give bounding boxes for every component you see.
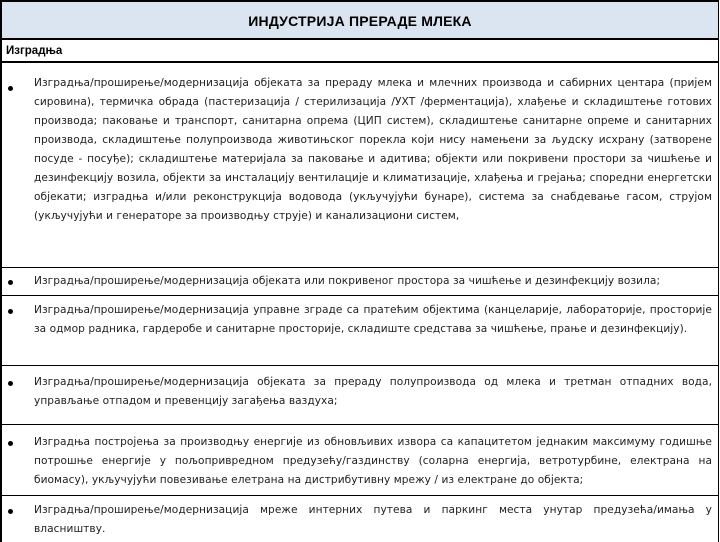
list-item-text: Изградња/проширење/модернизација објеката за прераду млека и млечних производа и сабирних центара (пријем сировина), термичка обрада (пастеризација / стерилизација /УХТ /ферментација), хлађење и складиштење готових производа; паковање и транспорт, санитарна опрема (ЦИП систем), складиштење санитарне опреме и санитарних производа, складиштење полупроизвода животињског порекла који нису намењени за људску исхрану (затворене посуде - посуђе); складиштење материјала за паковање и адитива; објекти или покривени простори за чишћење и дезинфекцију возила, објекти за инсталацију вентилације и климатизације, хлађења и грејања; споредни енергетски објекати; изградња и/или реконструкција водовода (укључујући бунаре), система за снабдевање гасом, струјом (укључујући и генераторе за производњу струје) и канализациони систем,: [34, 77, 712, 222]
bullet-icon: [8, 86, 13, 91]
section-label: Изградња: [6, 44, 63, 57]
list-item: [2, 268, 718, 296]
bullet-icon: [8, 441, 13, 446]
list-item-text: Изградња/проширење/модернизација објеката или покривеног простора за чишћење и дезинфекцију возила;: [34, 275, 661, 287]
bullet-icon: [8, 309, 13, 314]
list-item-text: Изградња/проширење/модернизација објеката за прераду полупроизвода од млека и третман отпадних вода, управљање отпадом и превенцију загађења ваздуха;: [34, 376, 712, 407]
title-row: [2, 0, 718, 40]
list-item-text: Изградња постројења за производњу енергије из обновљивих извора са капацитетом једнаким максимуму годишње потрошње енергије у пољопривредном предузећу/газдинству (соларна енергија, ветротурбине, електрана на биомасу), укључујући повезивање елетрана на дистрибутивну мрежу / из електране до објекта;: [34, 436, 712, 486]
bullet-icon: [8, 381, 13, 386]
list-item-text: Изградња/проширење/модернизација управне зграде са пратећим објектима (канцеларије, лабораторије, просторије за одмор радника, гардеробе и санитарне просторије, складиште средстава за чишћење, прање и дезинфекцију).: [34, 304, 712, 335]
bullet-icon: [8, 280, 13, 285]
list-item: [2, 425, 718, 496]
list-item: [2, 496, 718, 542]
page-title: ИНДУСТРИЈА ПРЕРАДЕ МЛЕКА: [248, 13, 472, 29]
list-item: [2, 296, 718, 366]
list-item: [2, 63, 718, 268]
list-item-text: Изградња/проширење/модернизација мреже интерних путева и паркинг места унутар предузећа/имања у власништву.: [34, 504, 712, 535]
section-row: [2, 40, 718, 63]
bullet-icon: [8, 509, 13, 514]
list-item: [2, 366, 718, 425]
